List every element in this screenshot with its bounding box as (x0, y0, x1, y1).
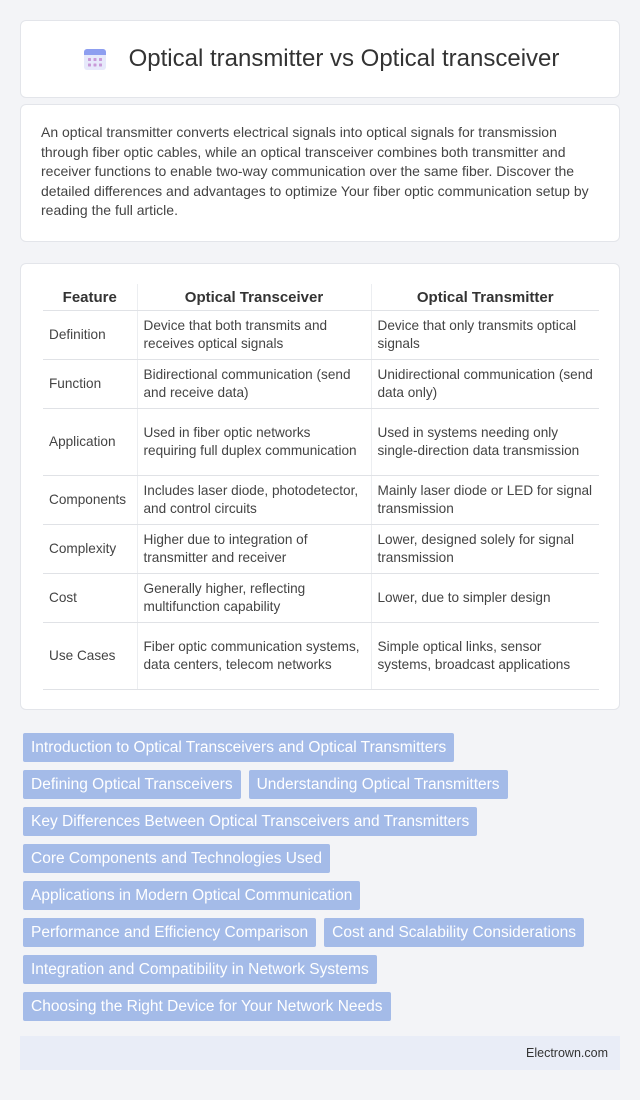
transceiver-cell: Fiber optic communication systems, data centers, telecom networks (137, 622, 371, 689)
column-header: Optical Transceiver (137, 284, 371, 310)
topic-tag-cost-scalability[interactable]: Cost and Scalability Considerations (324, 918, 584, 947)
header-card (20, 20, 620, 98)
calendar-grid-icon (81, 45, 109, 73)
feature-cell: Complexity (43, 524, 137, 573)
footer (20, 1036, 620, 1070)
feature-cell: Cost (43, 573, 137, 622)
transmitter-cell: Device that only transmits optical signals (371, 310, 599, 359)
topic-tag-applications[interactable]: Applications in Modern Optical Communication (23, 881, 360, 910)
table-row (43, 622, 599, 689)
column-header: Feature (43, 284, 137, 310)
transmitter-cell: Lower, due to simpler design (371, 573, 599, 622)
transmitter-cell: Mainly laser diode or LED for signal transmission (371, 475, 599, 524)
column-header: Optical Transmitter (371, 284, 599, 310)
topic-tag-choosing-device[interactable]: Choosing the Right Device for Your Network Needs (23, 992, 391, 1021)
header-inner (81, 45, 560, 73)
transmitter-cell: Lower, designed solely for signal transmission (371, 524, 599, 573)
comparison-table (43, 284, 599, 690)
transceiver-cell: Generally higher, reflecting multifunction capability (137, 573, 371, 622)
topic-tag-key-differences[interactable]: Key Differences Between Optical Transceivers and Transmitters (23, 807, 477, 836)
feature-cell: Definition (43, 310, 137, 359)
table-row (43, 573, 599, 622)
topic-tag-core-components[interactable]: Core Components and Technologies Used (23, 844, 330, 873)
table-row (43, 524, 599, 573)
feature-cell: Application (43, 408, 137, 475)
feature-cell: Use Cases (43, 622, 137, 689)
intro-card (20, 104, 620, 242)
transceiver-cell: Higher due to integration of transmitter and receiver (137, 524, 371, 573)
transceiver-cell: Bidirectional communication (send and receive data) (137, 359, 371, 408)
page-title: Optical transmitter vs Optical transceiver (128, 45, 560, 72)
table-header-row (43, 284, 599, 310)
topic-tag-integration[interactable]: Integration and Compatibility in Network Systems (23, 955, 377, 984)
transmitter-cell: Used in systems needing only single-direction data transmission (371, 408, 599, 475)
feature-cell: Components (43, 475, 137, 524)
intro-paragraph: An optical transmitter converts electrical signals into optical signals for transmission through fiber optic cables, while an optical transceiver combines both transmitter and receiver functions to enable two-way communication over the same fiber. Discover the detailed differences and advantages to optimize Your fiber optic communication setup by reading the full article. (41, 124, 589, 218)
feature-cell: Function (43, 359, 137, 408)
transceiver-cell: Device that both transmits and receives optical signals (137, 310, 371, 359)
table-row (43, 408, 599, 475)
topic-tag-understanding-transmitters[interactable]: Understanding Optical Transmitters (249, 770, 508, 799)
table-row (43, 359, 599, 408)
topic-tag-defining-transceivers[interactable]: Defining Optical Transceivers (23, 770, 241, 799)
table-row (43, 475, 599, 524)
comparison-table-card (20, 263, 620, 710)
transceiver-cell: Includes laser diode, photodetector, and control circuits (137, 475, 371, 524)
footer-brand[interactable]: Electrown.com (526, 1046, 608, 1060)
topic-tags (23, 733, 613, 1021)
topic-tag-performance[interactable]: Performance and Efficiency Comparison (23, 918, 316, 947)
transceiver-cell: Used in fiber optic networks requiring full duplex communication (137, 408, 371, 475)
table-row (43, 310, 599, 359)
transmitter-cell: Simple optical links, sensor systems, broadcast applications (371, 622, 599, 689)
topic-tag-introduction[interactable]: Introduction to Optical Transceivers and Optical Transmitters (23, 733, 454, 762)
transmitter-cell: Unidirectional communication (send data only) (371, 359, 599, 408)
